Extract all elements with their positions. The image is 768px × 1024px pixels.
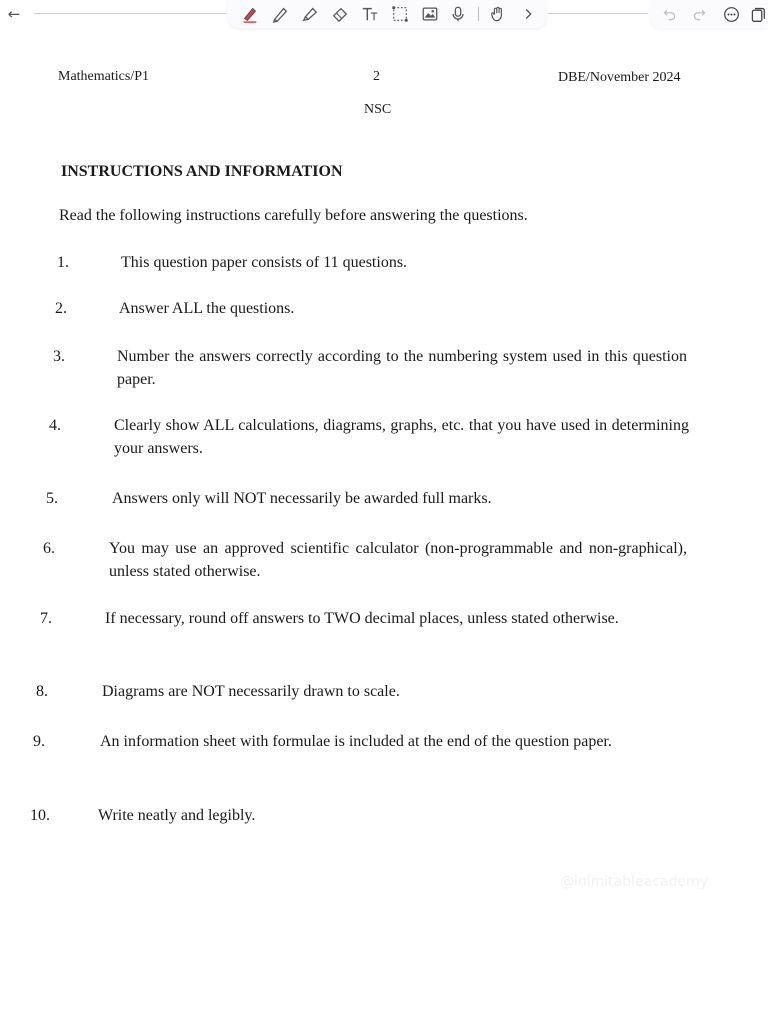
instruction-number: 3. [53, 348, 65, 365]
eraser-tool-button[interactable] [328, 3, 352, 25]
text-icon [361, 5, 379, 23]
image-tool-button[interactable] [418, 3, 442, 25]
eraser-icon [331, 5, 349, 23]
image-icon [421, 5, 439, 23]
instruction-number: 10. [30, 807, 50, 824]
watermark: @inimitableacademy [560, 874, 708, 890]
gesture-tool-button[interactable] [486, 3, 510, 25]
document-actions [650, 0, 768, 28]
instruction-number: 1. [57, 254, 69, 271]
header-subject: Mathematics/P1 [58, 69, 149, 84]
instruction-text: If necessary, round off answers to TWO decimal places, unless stated otherwise. [105, 610, 619, 627]
tool-divider [478, 7, 479, 21]
voice-tool-button[interactable] [446, 3, 470, 25]
lasso-icon [391, 5, 409, 23]
highlighter-tool-button[interactable] [298, 3, 322, 25]
instruction-text: An information sheet with formulae is included at the end of the question paper. [100, 733, 612, 750]
instruction-number: 4. [49, 417, 61, 434]
chevron-right-icon [519, 5, 537, 23]
header-page-number: 2 [373, 69, 380, 84]
instruction-number: 6. [43, 540, 55, 557]
text-tool-button[interactable] [358, 3, 382, 25]
intro-text: Read the following instructions carefully before answering the questions. [59, 207, 528, 224]
section-title: INSTRUCTIONS AND INFORMATION [61, 163, 343, 180]
lasso-tool-button[interactable] [388, 3, 412, 25]
pen-icon [271, 5, 289, 23]
toolbar-divider-left [34, 13, 226, 14]
pages-button[interactable] [746, 4, 768, 24]
instruction-text: This question paper consists of 11 questions. [121, 254, 408, 271]
marker-tool-button[interactable] [238, 3, 262, 25]
instruction-text: Diagrams are NOT necessarily drawn to scale. [102, 683, 400, 700]
back-button[interactable] [4, 4, 24, 24]
instruction-text: Write neatly and legibly. [98, 807, 256, 824]
undo-button[interactable] [658, 4, 680, 24]
header-exam: DBE/November 2024 [558, 70, 681, 85]
redo-button[interactable] [688, 4, 710, 24]
instruction-number: 8. [36, 683, 48, 700]
redo-icon [691, 6, 708, 23]
tool-palette [228, 0, 546, 28]
annotation-toolbar [0, 0, 768, 30]
arrow-left-icon: ← [7, 5, 21, 23]
pen-tool-button[interactable] [268, 3, 292, 25]
gesture-hand-icon [489, 5, 507, 23]
instruction-number: 5. [46, 490, 58, 507]
marker-icon [241, 5, 259, 23]
more-icon [723, 6, 740, 23]
toolbar-divider-right [548, 13, 648, 14]
instruction-number: 7. [40, 610, 52, 627]
highlighter-icon [301, 5, 319, 23]
instruction-text: Number the answers correctly according to the numbering system used in this question paper. [117, 348, 687, 388]
instruction-number: 2. [55, 300, 67, 317]
pages-icon [749, 6, 766, 23]
instruction-number: 9. [33, 733, 45, 750]
toolbar-expand-button[interactable] [516, 3, 540, 25]
more-options-button[interactable] [720, 4, 742, 24]
header-level: NSC [364, 102, 392, 117]
instruction-text: Answers only will NOT necessarily be awarded full marks. [112, 490, 492, 507]
instruction-text: You may use an approved scientific calculator (non-programmable and non-graphical), unless stated otherwise. [109, 540, 687, 580]
instruction-text: Answer ALL the questions. [119, 300, 295, 317]
undo-icon [661, 6, 678, 23]
microphone-icon [449, 5, 467, 23]
instruction-text: Clearly show ALL calculations, diagrams, graphs, etc. that you have used in determining your answers. [114, 417, 689, 457]
